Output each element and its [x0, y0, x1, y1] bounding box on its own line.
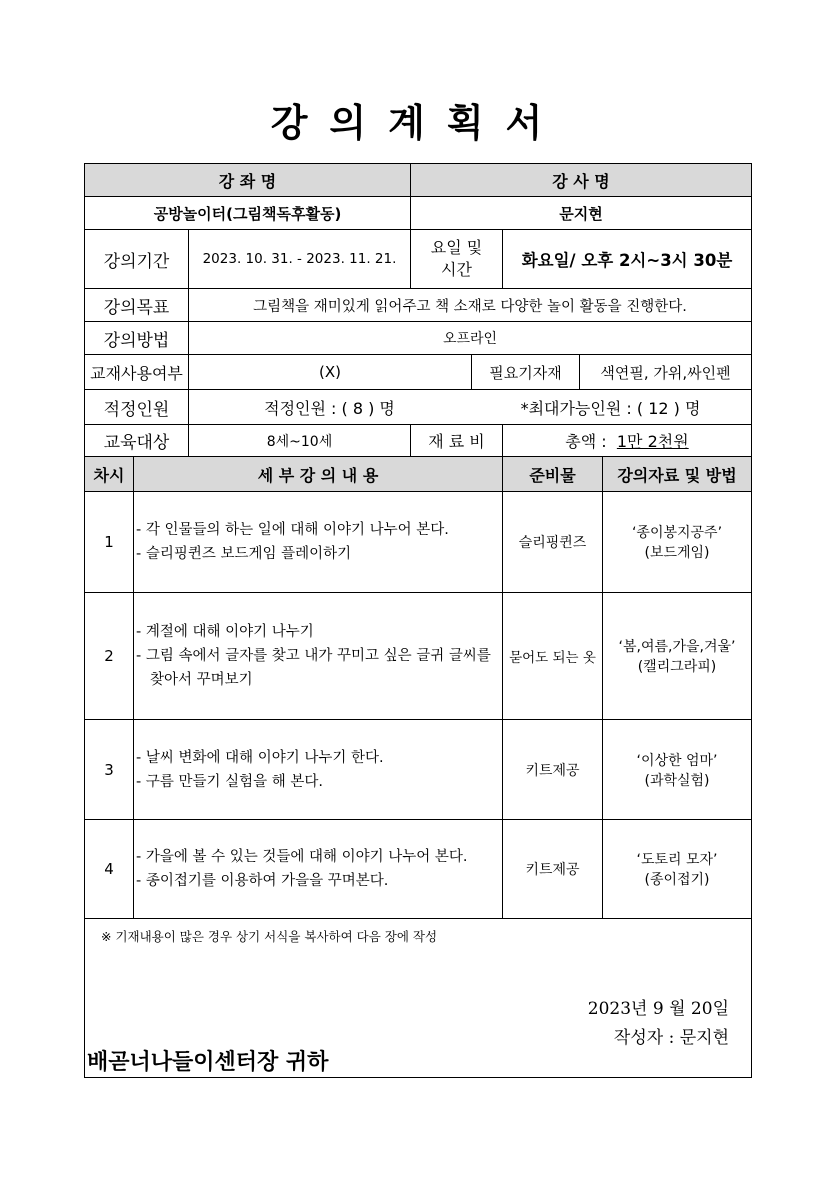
footer-note: ※ 기재내용이 많은 경우 상기 서식을 복사하여 다음 장에 작성	[101, 929, 438, 944]
session-number: 3	[85, 720, 134, 820]
session-line: - 날씨 변화에 대해 이야기 나누기 한다.	[136, 749, 384, 766]
session-line: - 종이접기를 이용하여 가을을 꾸며본다.	[136, 873, 389, 889]
material-header: 강의자료 및 방법	[603, 457, 751, 492]
session-line: - 슬리핑퀸즈 보드게임 플레이하기	[136, 546, 352, 562]
day-time-value: 화요일/ 오후 2시~3시 30분	[503, 230, 751, 289]
session-content	[134, 820, 503, 919]
target-label: 교육대상	[85, 425, 189, 457]
session-content	[134, 492, 503, 593]
session-number: 4	[85, 820, 134, 919]
equipment-label: 필요기자재	[472, 355, 580, 390]
course-name-value: 공방놀이터(그림책독후활동)	[85, 197, 411, 230]
method-label: 강의방법	[85, 322, 189, 355]
session-number: 1	[85, 492, 134, 593]
material-title: ‘종이봉지공주’	[631, 525, 723, 541]
instructor-header: 강 사 명	[411, 164, 751, 197]
session-material	[603, 492, 751, 593]
document-date: 2023년 9 월 20일	[587, 999, 729, 1019]
material-method: (과학실험)	[644, 772, 710, 789]
session-line: - 각 인물들의 하는 일에 대해 이야기 나누어 본다.	[136, 522, 449, 538]
session-material	[603, 720, 751, 820]
method-value: 오프라인	[189, 322, 751, 355]
period-value: 2023. 10. 31. - 2023. 11. 21.	[189, 230, 411, 289]
prep-header: 준비물	[503, 457, 603, 492]
session-line: - 그림 속에서 글자를 찾고 내가 꾸미고 싶은 글귀 글씨를 찾아서 꾸며보기	[136, 648, 491, 688]
document-author: 작성자 : 문지현	[613, 1028, 729, 1048]
textbook-label: 교재사용여부	[85, 355, 189, 390]
session-material	[603, 820, 751, 919]
capacity-label: 적정인원	[85, 390, 189, 425]
session-prep: 묻어도 되는 옷	[503, 593, 603, 720]
material-title: ‘이상한 엄마’	[636, 752, 718, 769]
fee-cell	[503, 425, 751, 457]
session-prep: 키트제공	[503, 820, 603, 919]
day-time-label: 요일 및 시간	[411, 230, 503, 289]
recipient: 배곧너나들이센터장 귀하	[87, 1049, 329, 1075]
lecture-plan-form	[84, 163, 752, 1078]
target-value: 8세~10세	[189, 425, 411, 457]
form-footer	[85, 919, 751, 1077]
period-label: 강의기간	[85, 230, 189, 289]
material-method: (보드게임)	[644, 545, 710, 561]
equipment-value: 색연필, 가위,싸인펜	[580, 355, 751, 390]
material-title: ‘도토리 모자’	[636, 852, 718, 868]
fee-label: 재 료 비	[411, 425, 503, 457]
session-prep: 키트제공	[503, 720, 603, 820]
goal-value: 그림책을 재미있게 읽어주고 책 소재로 다양한 놀이 활동을 진행한다.	[189, 289, 751, 322]
capacity-value: 적정인원 : ( 8 ) 명	[189, 390, 470, 425]
session-line: - 가을에 볼 수 있는 것들에 대해 이야기 나누어 본다.	[136, 849, 468, 865]
material-title: ‘봄,여름,가을,겨울’	[618, 639, 736, 655]
content-header: 세 부 강 의 내 용	[134, 457, 503, 492]
fee-prefix: 총액 :	[565, 432, 607, 451]
session-content	[134, 720, 503, 820]
page-title: 강의계획서	[270, 101, 565, 145]
textbook-value: (X)	[189, 355, 472, 390]
goal-label: 강의목표	[85, 289, 189, 322]
instructor-value: 문지현	[411, 197, 751, 230]
session-content	[134, 593, 503, 720]
session-number: 2	[85, 593, 134, 720]
session-line: - 구름 만들기 실험을 해 본다.	[136, 773, 323, 790]
session-prep: 슬리핑퀸즈	[503, 492, 603, 593]
material-method: (캘리그라피)	[637, 659, 717, 675]
max-capacity-value: *최대가능인원 : ( 12 ) 명	[470, 390, 751, 425]
session-line: - 계절에 대해 이야기 나누기	[136, 624, 314, 640]
session-material	[603, 593, 751, 720]
material-method: (종이접기)	[644, 872, 710, 888]
course-name-header: 강 좌 명	[85, 164, 411, 197]
fee-value: 1만 2천원	[616, 432, 689, 451]
session-header: 차시	[85, 457, 134, 492]
